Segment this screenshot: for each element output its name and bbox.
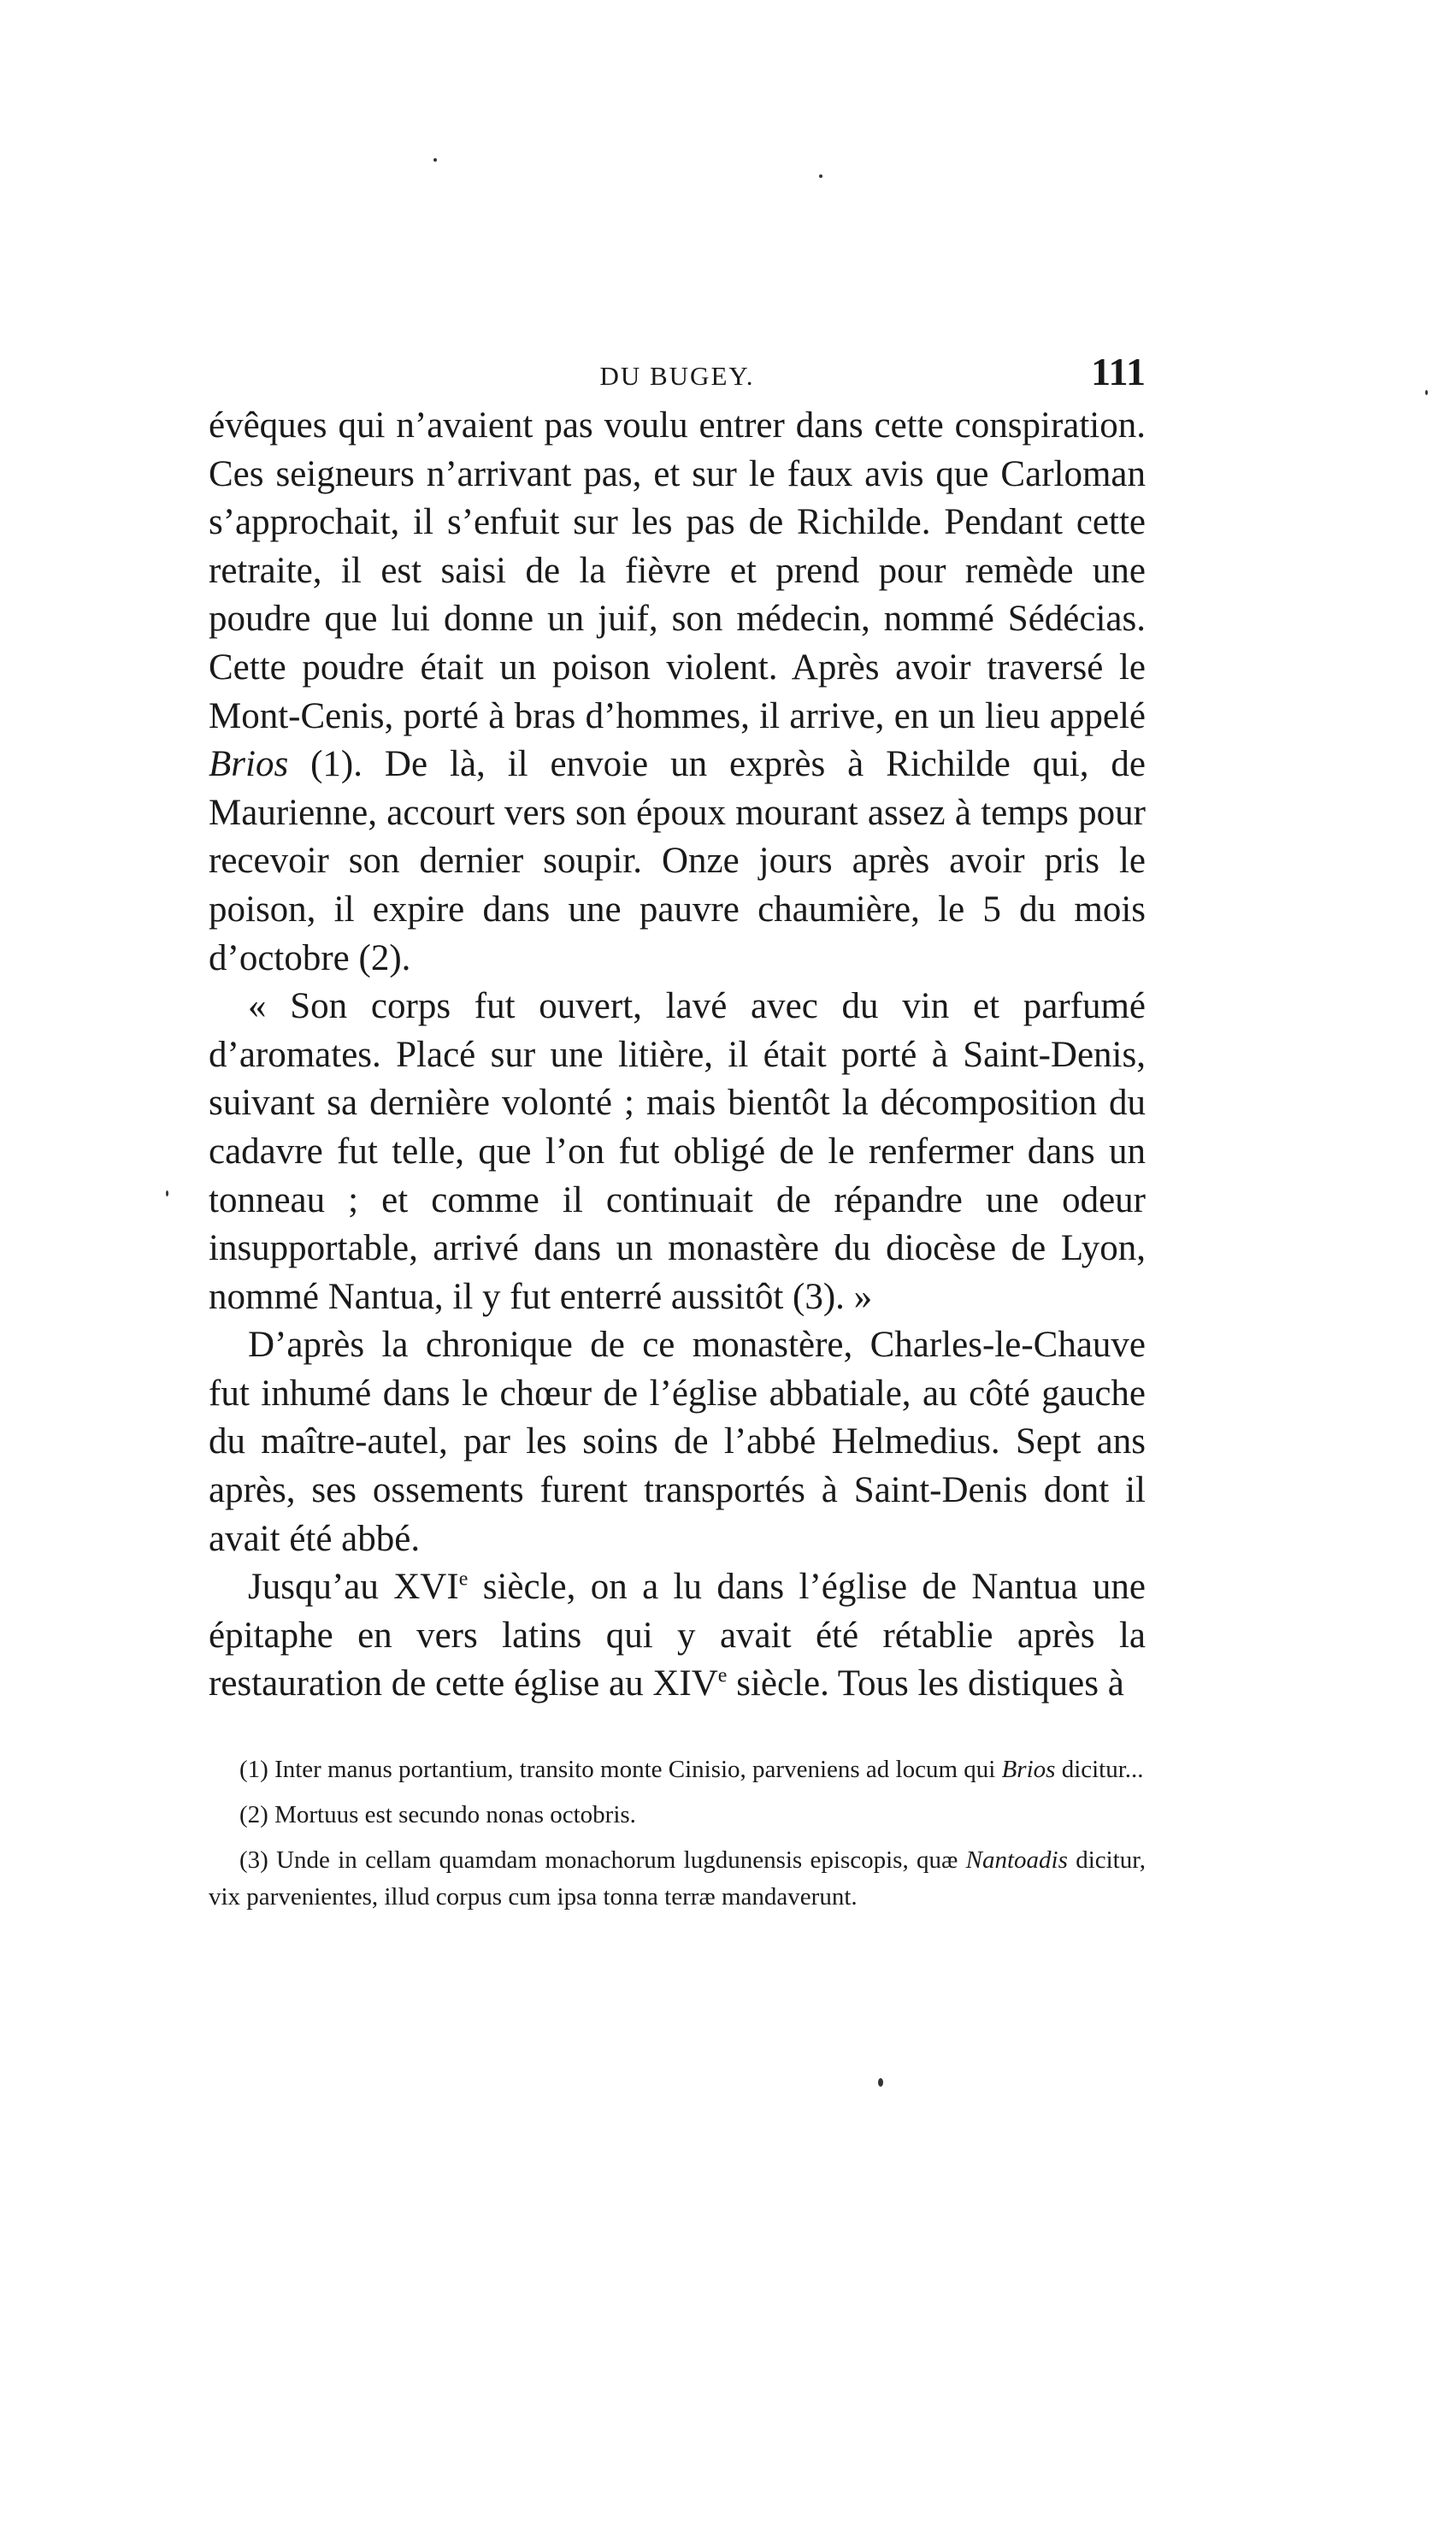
page-header — [209, 349, 1146, 400]
footnote-1-prefix: (1) Inter manus portantium, transito monte Cinisio, parveniens ad locum qui — [239, 1756, 1002, 1783]
print-speck — [433, 158, 437, 162]
paragraph-4 — [209, 1563, 1146, 1709]
print-speck — [166, 1190, 168, 1196]
running-head: DU BUGEY. — [599, 361, 755, 391]
paragraph-3: D’après la chronique de ce monastère, Charles-le-Chauve fut inhumé dans le chœur de l’église abbatiale, au côté gauche du maître-autel, par les soins de l’abbé Helmedius. Sept ans après, ses ossements furent transportés à Saint-Denis dont il avait été abbé. — [209, 1325, 1146, 1559]
place-name-brios: Brios — [209, 744, 289, 785]
paragraph-1-tail: (1). De là, il envoie un exprès à Richilde qui, de Maurienne, accourt vers son époux mourant assez à temps pour recevoir son dernier soupir. Onze jours après avoir pris le poison, il expire dans une pauvre chaumière, le 5 du mois d’octobre (2). — [209, 744, 1146, 978]
footnote-1-italic: Brios — [1001, 1756, 1056, 1783]
footnote-1-suffix: dicitur... — [1055, 1756, 1144, 1783]
footnote-3-prefix: (3) Unde in cellam quamdam monachorum lugdunensis episcopis, quæ — [239, 1846, 966, 1874]
footnote-2: (2) Mortuus est secundo nonas octobris. — [239, 1801, 636, 1828]
paragraph-1-text: évêques qui n’avaient pas voulu entrer dans cette conspiration. Ces seigneurs n’arrivant pas, et sur le faux avis que Carloman s’approchait, il s’enfuit sur les pas de Richilde. Pendant cette retraite, il est saisi de la fièvre et prend pour remède une poudre que lui donne un juif, son médecin, nommé Sédécias. Cette poudre était un poison violent. Après avoir traversé le Mont-Cenis, porté à bras d’hommes, il arrive, en un lieu appelé — [209, 405, 1146, 736]
footnote-3-suffix: dicitur, vix parvenientes, illud corpus cum ipsa tonna terræ mandaverunt. — [209, 1846, 1146, 1911]
print-speck — [878, 2078, 883, 2087]
print-speck — [1425, 390, 1428, 395]
century-xvi-sup: e — [458, 1568, 469, 1591]
century-xiv: XIV — [652, 1663, 718, 1704]
page-number: 111 — [1091, 350, 1146, 393]
print-speck — [819, 174, 822, 178]
paragraph-4-mid: siècle, on a lu dans l’église de Nantua une épitaphe en vers latins qui y avait été rétablie après la restauration de cette église au — [209, 1567, 1146, 1704]
footnote-1 — [209, 1751, 1146, 1788]
paragraph-2: « Son corps fut ouvert, lavé avec du vin et parfumé d’aromates. Placé sur une litière, il était porté à Saint-Denis, suivant sa dernière volonté ; mais bientôt la décomposition du cadavre fut telle, que l’on fut obligé de le renfermer dans un tonneau ; et comme il continuait de répandre une odeur insupportable, arrivé dans un monastère du diocèse de Lyon, nommé Nantua, il y fut enterré aussitôt (3). » — [209, 986, 1146, 1317]
century-xvi: XVI — [393, 1567, 459, 1608]
footnotes — [209, 1751, 1146, 1924]
main-text — [209, 402, 1146, 1709]
paragraph-4-start: Jusqu’au — [248, 1567, 379, 1608]
footnote-3 — [209, 1842, 1146, 1916]
century-xiv-sup: e — [717, 1665, 728, 1688]
paragraph-4-end: siècle. Tous les distiques à — [727, 1663, 1124, 1704]
paragraph-1 — [209, 402, 1146, 983]
footnote-3-italic: Nantoadis — [965, 1846, 1068, 1874]
